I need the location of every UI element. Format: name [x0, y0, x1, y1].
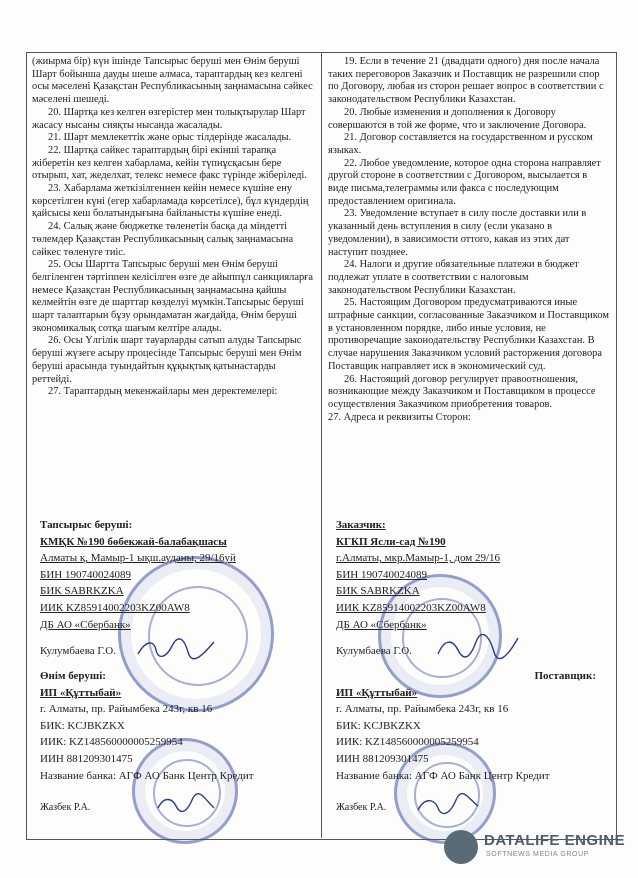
ru-customer-bin: БИН 190740024089	[336, 568, 427, 581]
kk-customer-bank: ДБ АО «Сбербанк»	[40, 618, 131, 631]
kk-supplier-bik: БИК: KCJBKZKX	[40, 719, 125, 732]
kk-customer-name: КМҚК №190 бөбекжай-балабақшасы	[40, 535, 227, 548]
kazakh-column	[32, 56, 317, 399]
ru-customer-bik: БИК SABRKZKA	[336, 585, 420, 598]
ru-paragraph-23: 23. Уведомление вступает в силу после доставки или в указанный день вступления в силу (если указано в уведомлении), в зависимости оттого, какая из этих дат наступит позднее.	[328, 208, 587, 258]
ru-supplier-heading: Поставщик:	[534, 670, 596, 682]
ru-customer-bank: ДБ АО «Сбербанк»	[336, 618, 427, 631]
ru-customer-name: КГКП Ясли-сад №190	[336, 535, 446, 548]
column-divider	[321, 52, 322, 838]
ru-paragraph-24: 24. Налоги и другие обязательные платежи в бюджет подлежат уплате в соответствии с налоговым законодательством Республики Казахстан.	[328, 259, 579, 296]
kk-customer-signature	[136, 636, 216, 662]
ru-supplier-bank: Название банка: АГФ АО Банк Центр Кредит	[336, 769, 550, 782]
kk-paragraph-19-cont: (жиырма бір) күн ішінде Тапсырыс беруші мен Өнім беруші Шарт бойынша дауды шеше алмаса, тараптардың кез келгені осы мәселені Қазақстан Республикасының заңнамасына сәйкес мәселені шешеді.	[32, 56, 313, 106]
kk-supplier-address: г. Алматы, пр. Райымбека 243г, кв 16	[40, 703, 213, 716]
kk-supplier-signer: Жазбек Р.А.	[40, 802, 91, 814]
ru-paragraph-21: 21. Договор составляется на государственном и русском языках.	[328, 132, 593, 156]
ru-customer-address: г.Алматы, мкр.Мамыр-1, дом 29/16	[336, 552, 501, 565]
kk-paragraph-26: 26. Осы Үлгілік шарт тауарларды сатып алуды Тапсырыс беруші жүзеге асыру процесінде Тапсырыс беруші мен Өнім беруші арасында туындайтын құқықтық қатынастарды реттейді.	[32, 335, 302, 385]
ru-customer-signer: Кулумбаева Г.О.	[336, 645, 412, 658]
ru-paragraph-20: 20. Любые изменения и дополнения к Договору совершаются в той же форме, что и заключение Договора.	[328, 106, 587, 131]
ru-supplier-signer: Жазбек Р.А.	[336, 802, 387, 814]
kk-supplier-bank: Название банка: АГФ АО Банк Центр Кредит	[40, 769, 254, 782]
kk-customer-bik: БИК SABRKZKA	[40, 585, 124, 598]
ru-supplier-name: ИП «Құттыбай»	[336, 686, 418, 699]
ru-paragraph-27: 27. Адреса и реквизиты Сторон:	[328, 411, 471, 423]
kk-paragraph-25: 25. Осы Шартта Тапсырыс беруші мен Өнім беруші белгіленген тәртіппен келісілген өзге де айыппұл санкцияларға немесе Қазақстан Республикасының заңнамасына қайшы келмейтін өзге де шарттар көзделуі мүмкін.Тапсырыс беруші шарт талаптарын бұзу орындаматан жағдайда, Өнім беруші экономикалық сотқа шағым келтіре алады.	[32, 259, 314, 334]
watermark-subtitle: SOFTNEWS MEDIA GROUP	[486, 851, 590, 858]
kk-customer-address: Алматы қ, Мамыр-1 ықш.ауданы, 29/16уй	[40, 552, 236, 565]
datalife-logo-icon	[444, 830, 478, 864]
kk-paragraph-20: 20. Шартқа кез келген өзгерістер мен толықтырулар Шарт жасасу нысаны сияқты нысанда жасалады.	[32, 106, 306, 131]
ru-paragraph-26: 26. Настоящий договор регулирует правоотношения, возникающие между Заказчиком и Поставщиком в процессе осуществления Заказчиком приобретения товаров.	[328, 373, 596, 410]
kk-customer-heading: Тапсырыс беруші:	[40, 519, 133, 531]
ru-supplier-bik: БИК: KCJBKZKX	[336, 719, 421, 732]
kk-paragraph-21: 21. Шарт мемлекеттік және орыс тілдерінде жасалады.	[48, 132, 292, 144]
kk-supplier-iin: ИИН 881209301475	[40, 752, 133, 765]
kk-customer-iik: ИИК KZ85914002203KZ00AW8	[40, 601, 190, 614]
russian-column	[328, 56, 610, 424]
ru-supplier-signature	[416, 792, 480, 818]
kk-paragraph-22: 22. Шартқа сәйкес тараптардың бірі екінші тарапқа жіберетін кез келген хабарлама, кейін түпнұсқасын бере отырып, хат, жеделхат, телекс немесе факс түрінде жіберіледі.	[32, 144, 307, 182]
datalife-watermark	[444, 826, 624, 870]
kk-paragraph-27: 27. Тараптардың мекенжайлары мен деректемелері:	[48, 386, 278, 398]
ru-customer-iik: ИИК KZ85914002203KZ00AW8	[336, 601, 486, 614]
ru-supplier-address: г. Алматы, пр. Райымбека 243г, кв 16	[336, 703, 509, 716]
kk-supplier-heading: Өнім беруші:	[40, 670, 106, 682]
kk-customer-signer: Кулумбаева Г.О.	[40, 645, 116, 658]
kk-supplier-iik: ИИК: KZ148560000005259954	[40, 736, 183, 749]
watermark-title: DATALIFE ENGINE	[484, 832, 626, 849]
ru-supplier-iik: ИИК: KZ148560000005259954	[336, 736, 479, 749]
ru-paragraph-19: 19. Если в течение 21 (двадцати одного) дня после начала таких переговоров Заказчик и Поставщик не разрешили спор по Договору, любая из сторон решает вопрос в соответствии с законодательством Республики Казахстан.	[328, 56, 604, 106]
kk-paragraph-23: 23. Хабарлама жеткізілгеннен кейін немесе күшіне ену көрсетілген күні (егер хабарламада көрсетілсе), бұл күндердің қайсысы кеш болатындығына байланысты күшіне енеді.	[32, 183, 309, 220]
kk-supplier-signature	[156, 792, 216, 818]
kk-supplier-name: ИП «Құттыбай»	[40, 686, 122, 699]
kk-customer-bin: БИН 190740024089	[40, 568, 131, 581]
ru-customer-heading: Заказчик:	[336, 519, 386, 531]
ru-customer-signature	[436, 634, 520, 660]
kk-paragraph-24: 24. Салық және бюджетке төленетін басқа да міндетті төлемдер Қазақстан Республикасының салық заңнамасына сәйкес төленуге тиіс.	[32, 221, 294, 258]
ru-paragraph-25: 25. Настоящим Договором предусматриваются иные штрафные санкции, согласованные Заказчиком и Поставщиком в установленном порядке, либо иные условия, не противоречащие законодательству Республики Казахстан. В случае нарушения Заказчиком условий расторжения договора Поставщик направляет иск в экономический суд.	[328, 297, 609, 372]
ru-paragraph-22: 22. Любое уведомление, которое одна сторона направляет другой стороне в соответствии с Договором, высылается в виде письма,телеграммы или факса с последующим предоставлением оригинала.	[328, 157, 601, 207]
ru-supplier-iin: ИИН 881209301475	[336, 752, 429, 765]
